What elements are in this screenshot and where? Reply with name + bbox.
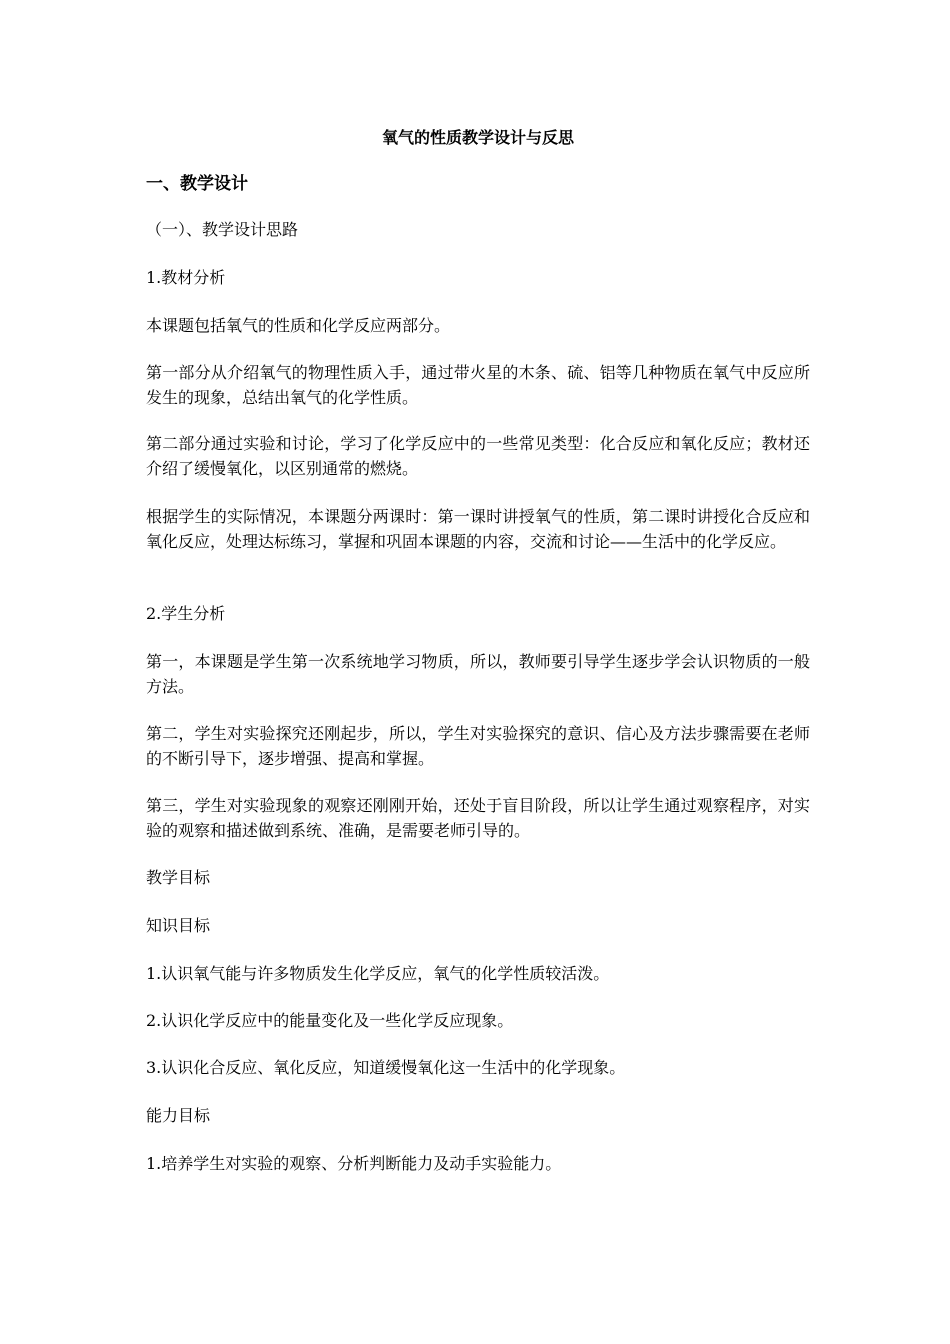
paragraph: 本课题包括氧气的性质和化学反应两部分。 bbox=[146, 316, 451, 335]
paragraph: 第三，学生对实验现象的观察还刚刚开始，还处于盲目阶段，所以让学生通过观察程序，对实验的观察和描述做到系统、准确，是需要老师引导的。 bbox=[146, 796, 810, 840]
list-item: 3.认识化合反应、氧化反应，知道缓慢氧化这一生活中的化学现象。 bbox=[146, 1058, 626, 1077]
item-heading-textbook-analysis: 1.教材分析 bbox=[146, 268, 226, 287]
subsection-heading-design-approach: （一）、教学设计思路 bbox=[146, 220, 299, 239]
paragraph: 第二，学生对实验探究还刚起步，所以，学生对实验探究的意识、信心及方法步骤需要在老师的不断引导下，逐步增强、提高和掌握。 bbox=[146, 724, 810, 768]
list-item: 1.认识氧气能与许多物质发生化学反应，氧气的化学性质较活泼。 bbox=[146, 964, 610, 983]
list-item: 1.培养学生对实验的观察、分析判断能力及动手实验能力。 bbox=[146, 1154, 562, 1173]
paragraph: 第一，本课题是学生第一次系统地学习物质，所以，教师要引导学生逐步学会认识物质的一般方法。 bbox=[146, 652, 810, 696]
paragraph: 根据学生的实际情况，本课题分两课时：第一课时讲授氧气的性质，第二课时讲授化合反应和氧化反应，处理达标练习，掌握和巩固本课题的内容，交流和讨论——生活中的化学反应。 bbox=[146, 507, 810, 551]
section-heading-teaching-design: 一、教学设计 bbox=[146, 174, 248, 194]
list-item: 2.认识化学反应中的能量变化及一些化学反应现象。 bbox=[146, 1011, 514, 1030]
item-heading-student-analysis: 2.学生分析 bbox=[146, 604, 226, 623]
document-title: 氧气的性质教学设计与反思 bbox=[381, 128, 574, 147]
heading-teaching-goals: 教学目标 bbox=[146, 868, 211, 887]
heading-ability-goals: 能力目标 bbox=[146, 1106, 211, 1125]
paragraph: 第一部分从介绍氧气的物理性质入手，通过带火星的木条、硫、铝等几种物质在氧气中反应所发生的现象，总结出氧气的化学性质。 bbox=[146, 363, 810, 407]
heading-knowledge-goals: 知识目标 bbox=[146, 916, 211, 935]
paragraph: 第二部分通过实验和讨论，学习了化学反应中的一些常见类型：化合反应和氧化反应；教材还介绍了缓慢氧化，以区别通常的燃烧。 bbox=[146, 434, 810, 478]
